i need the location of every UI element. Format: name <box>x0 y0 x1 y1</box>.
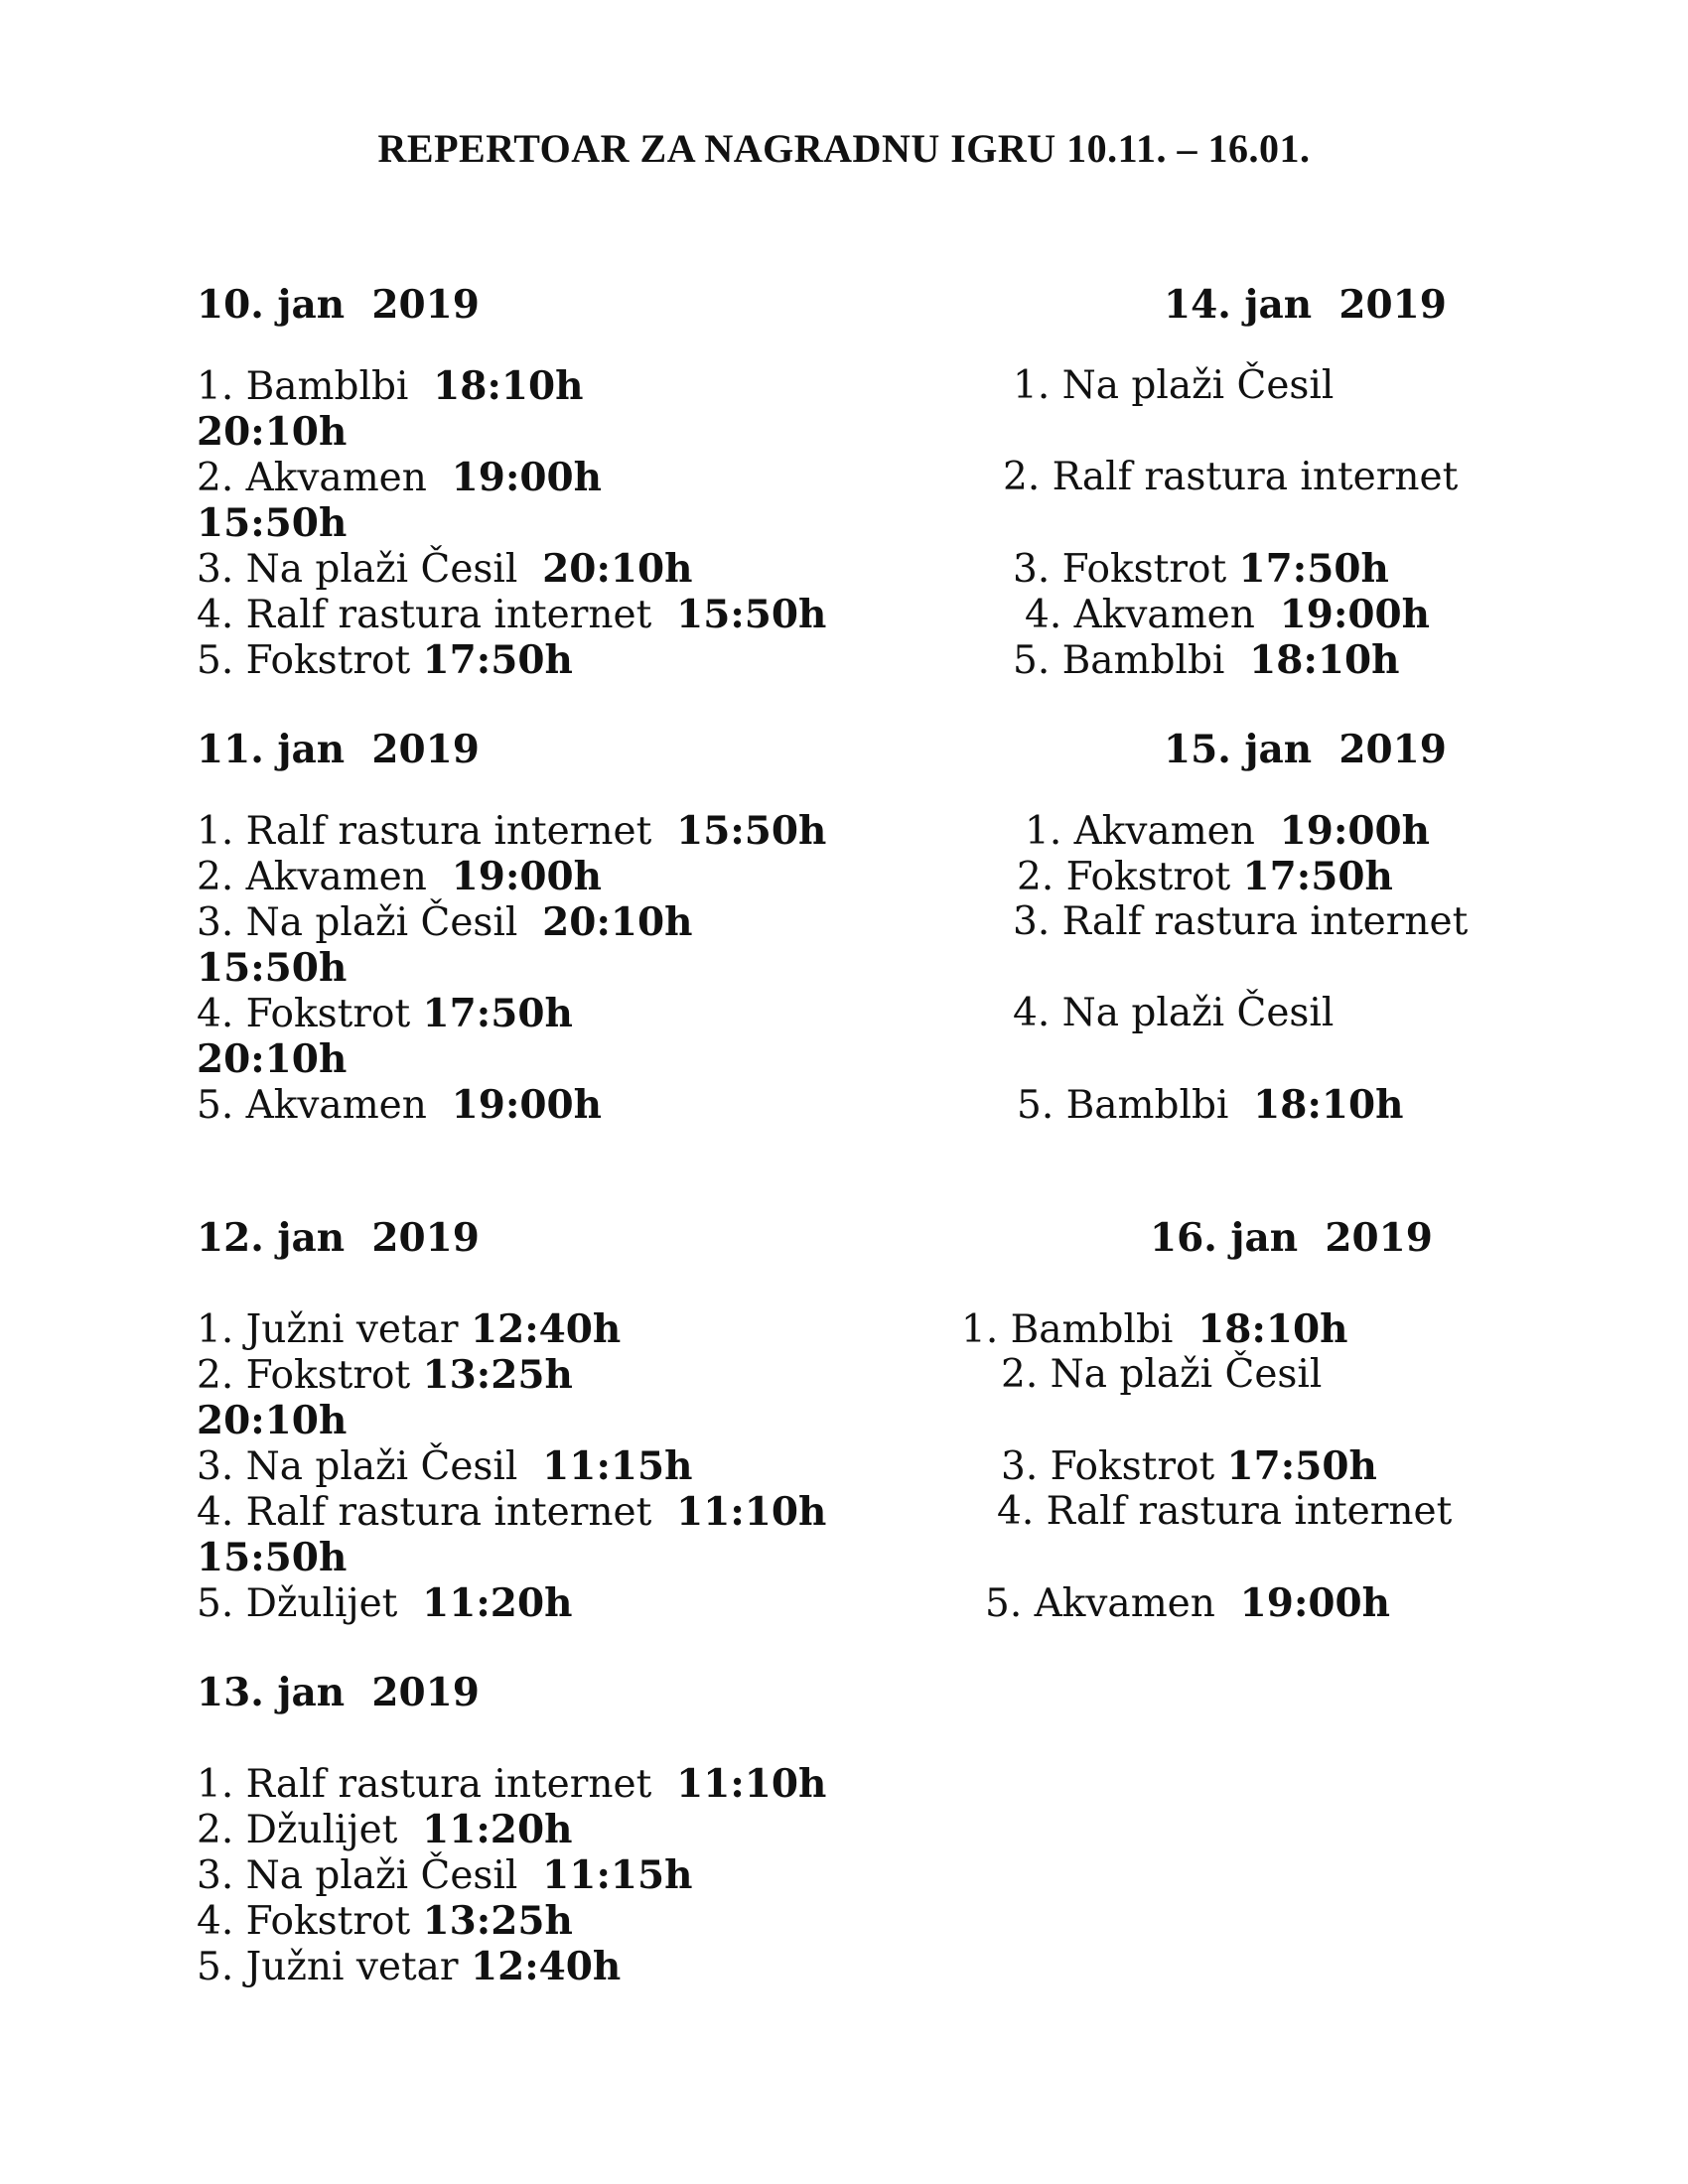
list-item: 3. Ralf rastura internet <box>1013 899 1469 944</box>
list-item: 4. Ralf rastura internet 15:50h <box>197 592 827 637</box>
list-item: 2. Fokstrot 13:25h <box>197 1352 573 1398</box>
list-item: 5. Fokstrot 17:50h <box>197 637 573 683</box>
list-item: 4. Na plaži Česil <box>1013 991 1335 1035</box>
list-item: 1. Ralf rastura internet 15:50h <box>197 808 827 854</box>
list-item: 1. Ralf rastura internet 11:10h <box>197 1761 827 1807</box>
list-item: 5. Bamblbi 18:10h <box>1017 1082 1404 1128</box>
list-item: 2. Akvamen 19:00h <box>197 854 602 899</box>
list-item: 5. Bamblbi 18:10h <box>1013 637 1400 683</box>
list-item: 3. Fokstrot 17:50h <box>1001 1443 1377 1489</box>
list-item: 1. Na plaži Česil <box>1013 363 1335 408</box>
date-heading-13-jan: 13. jan 2019 <box>197 1670 480 1715</box>
list-item: 5. Džulijet 11:20h <box>197 1580 573 1626</box>
list-item: 2. Fokstrot 17:50h <box>1017 854 1393 899</box>
list-item: 4. Ralf rastura internet 11:10h <box>197 1489 827 1535</box>
list-item: 2. Akvamen 19:00h <box>197 455 602 500</box>
list-item: 4. Ralf rastura internet <box>997 1489 1453 1534</box>
list-item: 2. Na plaži Česil <box>1001 1352 1323 1397</box>
list-item: 3. Na plaži Česil 11:15h <box>197 1443 693 1489</box>
list-item: 20:10h <box>197 1036 348 1082</box>
list-item: 15:50h <box>197 1535 348 1580</box>
date-heading-14-jan: 14. jan 2019 <box>1164 282 1447 328</box>
list-item: 2. Ralf rastura internet <box>1003 455 1459 499</box>
date-heading-10-jan: 10. jan 2019 <box>197 282 480 328</box>
list-item: 1. Južni vetar 12:40h <box>197 1306 622 1352</box>
list-item: 2. Džulijet 11:20h <box>197 1807 573 1852</box>
list-item: 3. Na plaži Česil 11:15h <box>197 1852 693 1898</box>
list-item: 3. Na plaži Česil 20:10h <box>197 546 693 592</box>
list-item: 1. Akvamen 19:00h <box>1025 808 1430 854</box>
list-item: 15:50h <box>197 945 348 991</box>
list-item: 20:10h <box>197 409 348 455</box>
list-item: 20:10h <box>197 1398 348 1443</box>
list-item: 5. Akvamen 19:00h <box>985 1580 1390 1626</box>
list-item: 15:50h <box>197 500 348 546</box>
list-item: 4. Fokstrot 17:50h <box>197 991 573 1036</box>
page-title: REPERTOAR ZA NAGRADNU IGRU 10.11. – 16.01. <box>377 126 1311 171</box>
list-item: 1. Bamblbi 18:10h <box>197 363 584 409</box>
list-item: 5. Akvamen 19:00h <box>197 1082 602 1128</box>
date-heading-15-jan: 15. jan 2019 <box>1164 727 1447 772</box>
date-heading-16-jan: 16. jan 2019 <box>1150 1215 1433 1261</box>
list-item: 3. Fokstrot 17:50h <box>1013 546 1389 592</box>
list-item: 4. Akvamen 19:00h <box>1025 592 1430 637</box>
list-item: 5. Južni vetar 12:40h <box>197 1944 622 1989</box>
list-item: 4. Fokstrot 13:25h <box>197 1898 573 1944</box>
date-heading-11-jan: 11. jan 2019 <box>197 727 480 772</box>
list-item: 3. Na plaži Česil 20:10h <box>197 899 693 945</box>
date-heading-12-jan: 12. jan 2019 <box>197 1215 480 1261</box>
list-item: 1. Bamblbi 18:10h <box>961 1306 1348 1352</box>
